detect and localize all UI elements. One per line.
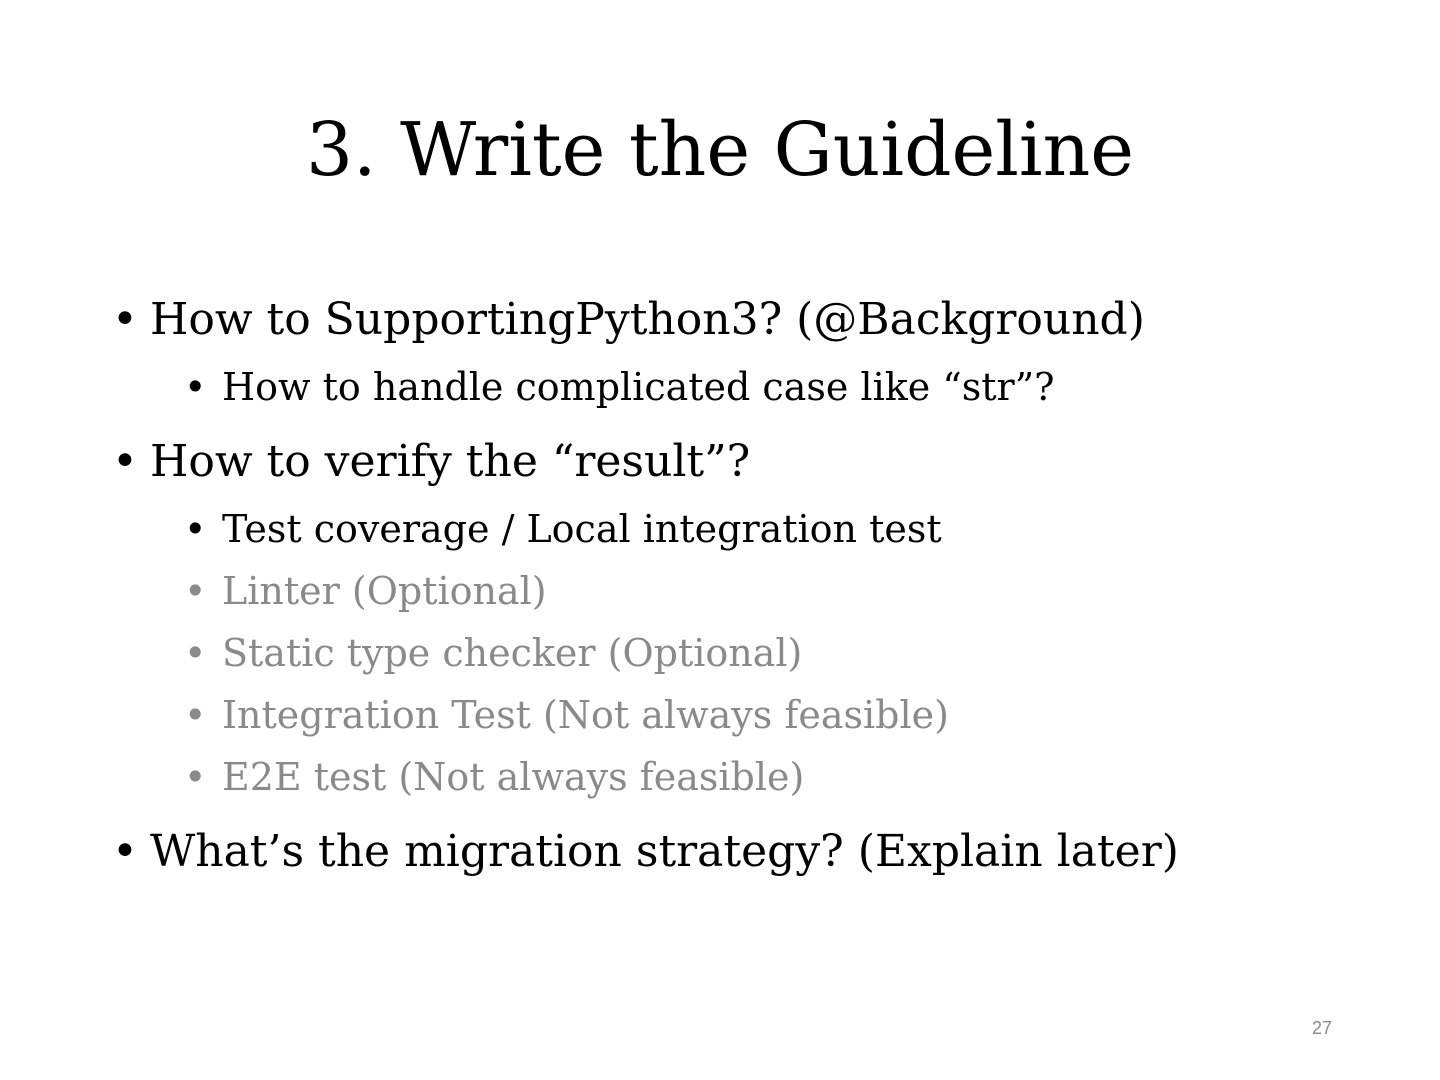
bullet-item (112, 292, 1145, 348)
bullet-icon: • (184, 693, 207, 737)
slide-title: 3. Write the Guideline (305, 107, 1135, 193)
bullet-item (112, 824, 1179, 880)
bullet-item (184, 690, 949, 740)
bullet-text: How to handle complicated case like “str”? (222, 365, 1055, 409)
bullet-item (184, 504, 942, 554)
bullet-text: Integration Test (Not always feasible) (222, 693, 949, 737)
bullet-text: How to SupportingPython3? (@Background) (150, 294, 1145, 345)
bullet-item (184, 628, 802, 678)
bullet-text: E2E test (Not always feasible) (222, 755, 805, 799)
bullet-icon: • (184, 755, 207, 799)
bullet-icon: • (184, 631, 207, 675)
bullet-item (184, 362, 1055, 412)
bullet-text: Static type checker (Optional) (222, 631, 803, 675)
bullet-icon: • (112, 826, 138, 877)
bullet-item (112, 434, 750, 490)
bullet-icon: • (184, 569, 207, 613)
bullet-icon: • (184, 365, 207, 409)
bullet-text: What’s the migration strategy? (Explain later) (150, 826, 1179, 877)
page-number: 27 (1311, 1018, 1332, 1038)
bullet-text: Linter (Optional) (222, 569, 547, 613)
bullet-list (112, 0, 1362, 1080)
bullet-icon: • (112, 436, 138, 487)
bullet-icon: • (112, 294, 138, 345)
bullet-icon: • (184, 507, 207, 551)
bullet-item (184, 752, 804, 802)
bullet-text: How to verify the “result”? (150, 436, 751, 487)
bullet-text: Test coverage / Local integration test (222, 507, 942, 551)
bullet-item (184, 566, 547, 616)
